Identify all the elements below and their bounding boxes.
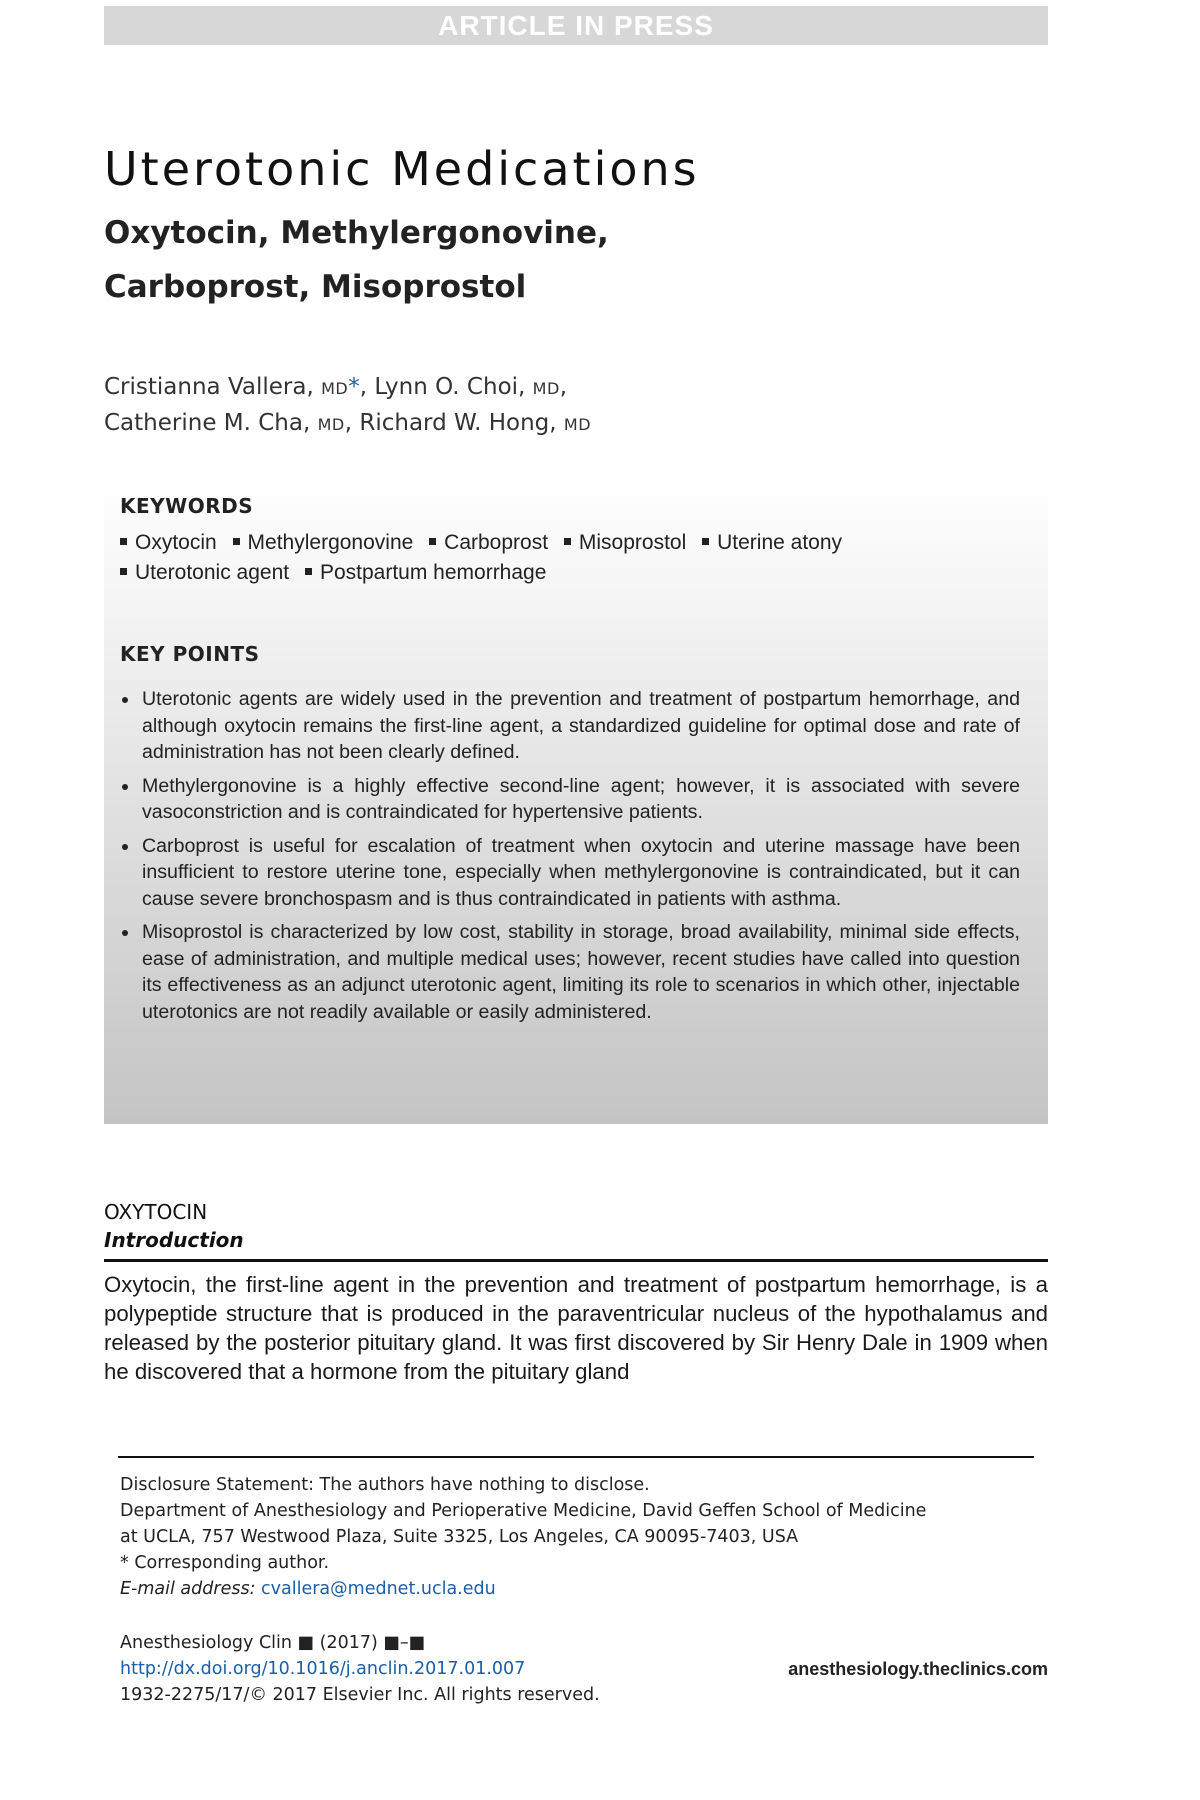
subtitle-line-1: Oxytocin, Methylergonovine, (104, 215, 609, 251)
author-line-1 (104, 370, 591, 406)
email-line (120, 1576, 1040, 1602)
section-subheading: Introduction (104, 1228, 244, 1252)
email-link[interactable]: cvallera@mednet.ucla.edu (261, 1579, 496, 1599)
keyword: Misoprostol (564, 531, 686, 554)
author-separator: , (344, 410, 353, 436)
keyword: Oxytocin (120, 531, 217, 554)
copyright-line: 1932-2275/17/© 2017 Elsevier Inc. All rights reserved. (120, 1685, 600, 1705)
author-line-2 (104, 406, 591, 442)
author-name: Lynn O. Choi, (374, 374, 526, 400)
disclosure-statement: Disclosure Statement: The authors have nothing to disclose. (120, 1475, 650, 1495)
keyword: Methylergonovine (233, 531, 414, 554)
key-point-item: Uterotonic agents are widely used in the prevention and treatment of postpartum hemorrhage, and although oxytocin remains the first-line agent, a standardized guideline for optimal dose and rate of administration has not been clearly defined. (120, 686, 1020, 766)
keywords-keypoints-box (104, 476, 1048, 1124)
article-subtitle (104, 206, 1004, 314)
key-points-list (120, 686, 1020, 1032)
key-point-item: Carboprost is useful for escalation of treatment when oxytocin and uterine massage have been insufficient to restore uterine tone, especially when methylergonovine is contraindicated, but it can cause severe bronchospasm and is thus contraindicated in patients with asthma. (120, 833, 1020, 913)
section-heading: OXYTOCIN (104, 1200, 208, 1224)
article-title: Uterotonic Medications (104, 142, 700, 196)
email-label: E-mail address: (120, 1579, 256, 1599)
corresponding-author-note: * Corresponding author. (120, 1553, 330, 1573)
key-point-item: Misoprostol is characterized by low cost, stability in storage, broad availability, minimal side effects, ease of administration, and multiple medical uses; however, recent studies have called into question its effectiveness as an adjunct uterotonic agent, limiting its role to scenarios in which other, injectable uterotonics are not readily available or easily administered. (120, 919, 1020, 1025)
article-in-press-banner: ARTICLE IN PRESS (104, 6, 1048, 45)
journal-website[interactable]: anesthesiology.theclinics.com (788, 1659, 1048, 1679)
footnotes (120, 1472, 1040, 1602)
keywords-heading: KEYWORDS (120, 494, 254, 518)
affiliation-line-2: at UCLA, 757 Westwood Plaza, Suite 3325, Los Angeles, CA 90095-7403, USA (120, 1527, 799, 1547)
author-degree: MD (321, 379, 349, 398)
keyword: Uterotonic agent (120, 561, 289, 584)
author-separator: , (359, 374, 368, 400)
author-degree: MD (563, 415, 592, 434)
author-name: Cristianna Vallera, (104, 374, 314, 400)
journal-citation: Anesthesiology Clin ■ (2017) ■–■ (120, 1633, 426, 1653)
footnote-divider (118, 1456, 1034, 1458)
journal-info (120, 1630, 1048, 1708)
affiliation-line-1: Department of Anesthesiology and Perioperative Medicine, David Geffen School of Medicine (120, 1501, 927, 1521)
keywords-list (120, 528, 1030, 588)
author-degree: MD (532, 379, 560, 398)
author-name: Richard W. Hong, (359, 410, 557, 436)
keyword: Carboprost (429, 531, 548, 554)
subtitle-line-2: Carboprost, Misoprostol (104, 269, 527, 305)
author-name: Catherine M. Cha, (104, 410, 311, 436)
key-points-heading: KEY POINTS (120, 642, 260, 666)
keyword: Postpartum hemorrhage (305, 561, 546, 584)
doi-link[interactable]: http://dx.doi.org/10.1016/j.anclin.2017.01.007 (120, 1659, 526, 1679)
author-separator: , (559, 374, 568, 400)
author-degree: MD (317, 415, 345, 434)
key-point-item: Methylergonovine is a highly effective second-line agent; however, it is associated with severe vasoconstriction and is contraindicated for hypertensive patients. (120, 773, 1020, 826)
keyword: Uterine atony (702, 531, 842, 554)
author-list (104, 370, 591, 442)
section-divider (104, 1259, 1048, 1262)
body-paragraph: Oxytocin, the first-line agent in the prevention and treatment of postpartum hemorrhage, is a polypeptide structure that is produced in the paraventricular nucleus of the hypothalamus and released by the posterior pituitary gland. It was first discovered by Sir Henry Dale in 1909 when he discovered that a hormone from the pituitary gland (104, 1272, 1048, 1384)
corresponding-author-marker[interactable]: * (348, 374, 360, 400)
